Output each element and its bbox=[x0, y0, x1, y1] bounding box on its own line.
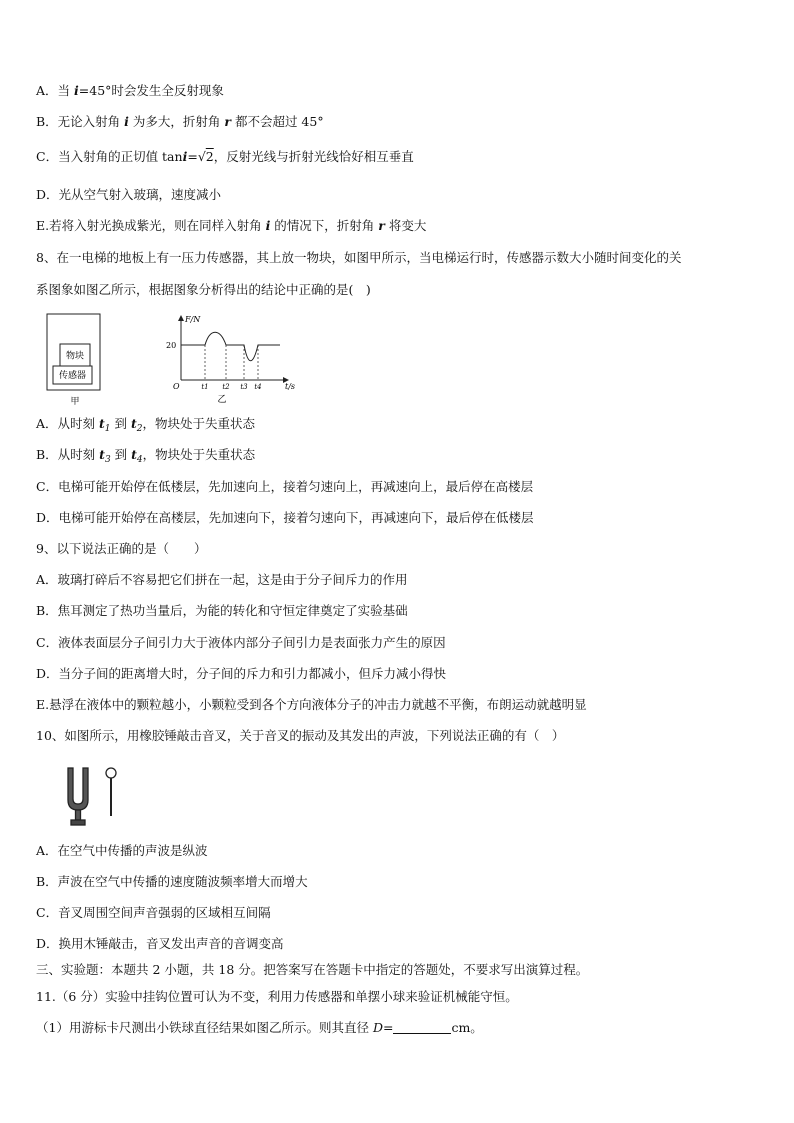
q9-option-e: E.悬浮在液体中的颗粒越小，小颗粒受到各个方向液体分子的冲击力就越不平衡，布朗运动就越明显 bbox=[36, 697, 587, 712]
q8-stem-line2: 系图象如图乙所示，根据图象分析得出的结论中正确的是( ) bbox=[36, 282, 371, 297]
q11-stem: 11.（6 分）实验中挂钩位置可认为不变，利用力传感器和单摆小球来验证机械能守恒。 bbox=[36, 989, 518, 1004]
caption-jia: 甲 bbox=[70, 397, 80, 407]
x-axis-label: t/s bbox=[285, 382, 296, 391]
tick-t4: t4 bbox=[254, 383, 262, 391]
y-axis-label: F/N bbox=[185, 315, 201, 324]
tick-t1: t1 bbox=[201, 383, 209, 391]
sensor-label: 传感器 bbox=[58, 371, 87, 381]
tuning-fork-icon bbox=[68, 768, 88, 825]
answer-blank[interactable] bbox=[393, 1021, 451, 1034]
q9-option-d: D．当分子间的距离增大时，分子间的斥力和引力都减小，但斥力减小得快 bbox=[36, 666, 447, 681]
q10-option-a: A．在空气中传播的声波是纵波 bbox=[36, 843, 208, 858]
origin-label: O bbox=[173, 382, 180, 391]
q10-option-c: C．音叉周围空间声音强弱的区域相互间隔 bbox=[36, 905, 271, 920]
q8-stem-line1: 8、在一电梯的地板上有一压力传感器，其上放一物块，如图甲所示，当电梯运行时，传感器示数大小随时间变化的关 bbox=[36, 250, 682, 265]
q9-option-c: C．液体表面层分子间引力大于液体内部分子间引力是表面张力产生的原因 bbox=[36, 635, 446, 650]
q7-option-c: C．当入射角的正切值 tani=√2，反射光线与折射光线恰好相互垂直 bbox=[36, 149, 414, 164]
figure-yi bbox=[160, 310, 310, 406]
q9-stem: 9、以下说法正确的是（ ） bbox=[36, 541, 207, 556]
q7-option-a: A．当 i=45°时会发生全反射现象 bbox=[36, 83, 224, 98]
q10-option-d: D．换用木锤敲击，音叉发出声音的音调变高 bbox=[36, 936, 284, 951]
q8-option-c: C．电梯可能开始停在低楼层，先加速向上，接着匀速向上，再减速向上，最后停在高楼层 bbox=[36, 479, 534, 494]
q7-option-b: B．无论入射角 i 为多大，折射角 r 都不会超过 45° bbox=[36, 114, 324, 129]
q11-sub1: （1）用游标卡尺测出小铁球直径结果如图乙所示。则其直径 D= cm。 bbox=[36, 1020, 483, 1035]
force-curve bbox=[181, 332, 280, 361]
q10-stem: 10、如图所示，用橡胶锤敲击音叉，关于音叉的振动及其发出的声波，下列说法正确的有（ ） bbox=[36, 728, 565, 743]
tick-t3: t3 bbox=[240, 383, 248, 391]
q9-option-b: B．焦耳测定了热功当量后，为能的转化和守恒定律奠定了实验基础 bbox=[36, 603, 408, 618]
q7-option-d: D．光从空气射入玻璃，速度减小 bbox=[36, 187, 222, 202]
q10-option-b: B．声波在空气中传播的速度随波频率增大而增大 bbox=[36, 874, 308, 889]
sqrt-symbol: √ bbox=[197, 149, 206, 164]
section-3-heading: 三、实验题：本题共 2 小题，共 18 分。把答案写在答题卡中指定的答题处，不要求写出演算过程。 bbox=[36, 962, 589, 977]
q8-option-b: B．从时刻 $t_3$ 到 $t_4$，物块处于失重状态 bbox=[36, 447, 256, 465]
q8-option-a: A．从时刻 $t_1$ 到 $t_2$，物块处于失重状态 bbox=[36, 416, 256, 434]
tuning-fork-figure bbox=[58, 764, 128, 828]
rubber-mallet-icon bbox=[106, 768, 116, 816]
q9-option-a: A．玻璃打碎后不容易把它们拼在一起，这是由于分子间斥力的作用 bbox=[36, 572, 408, 587]
block-label: 物块 bbox=[65, 351, 85, 362]
caption-yi: 乙 bbox=[217, 395, 227, 405]
y-tick-label: 20 bbox=[166, 341, 177, 350]
tick-t2: t2 bbox=[222, 383, 230, 391]
q8-option-d: D．电梯可能开始停在高楼层，先加速向下，接着匀速向下，再减速向下，最后停在低楼层 bbox=[36, 510, 534, 525]
q7-option-e: E.若将入射光换成紫光，则在同样入射角 i 的情况下，折射角 r 将变大 bbox=[36, 218, 427, 233]
figure-jia bbox=[40, 312, 110, 408]
